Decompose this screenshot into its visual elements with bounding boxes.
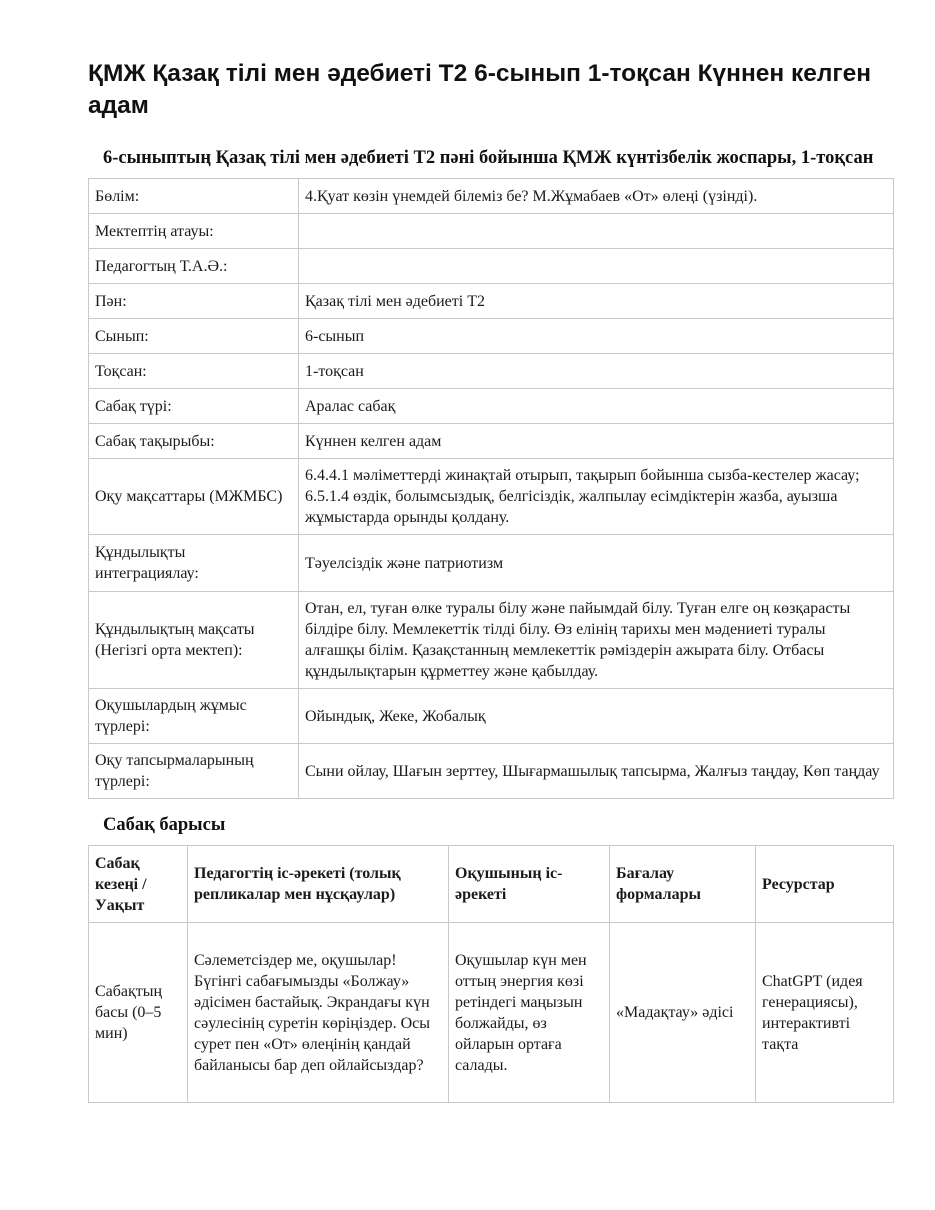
lesson-info-table [88, 178, 894, 799]
column-header-stage: Сабақ кезеңі / Уақыт [89, 846, 188, 923]
info-value: 1-тоқсан [299, 354, 894, 389]
info-value [299, 214, 894, 249]
info-value: 4.Қуат көзін үнемдей білеміз бе? М.Жұмабаев «От» өлеңі (үзінді). [299, 179, 894, 214]
column-header-student: Оқушының іс-әрекеті [449, 846, 610, 923]
info-row-teacher [89, 249, 894, 284]
document-page [88, 58, 893, 1103]
info-row-value-goal [89, 592, 894, 689]
info-value: Ойындық, Жеке, Жобалық [299, 689, 894, 744]
lesson-teacher-cell: Сәлеметсіздер ме, оқушылар! Бүгінгі сабағымызды «Болжау» әдісімен бастайық. Экрандағы күн сәулесінің суретін көріңіздер. Осы сурет пен «От» өлеңінің қандай байланысы бар деп ойлайсыздар? [188, 923, 449, 1103]
info-row-school [89, 214, 894, 249]
info-value: Күннен келген адам [299, 424, 894, 459]
info-label: Оқу тапсырмаларының түрлері: [89, 744, 299, 799]
lesson-assessment-cell: «Мадақтау» әдісі [610, 923, 756, 1103]
info-value: Аралас сабақ [299, 389, 894, 424]
info-value: 6.4.4.1 мәліметтерді жинақтай отырып, тақырып бойынша сызба-кестелер жасау; 6.5.1.4 өздік, болымсыздық, белгісіздік, жалпылау есімдіктерін жазба, ауызша жұмыстарда орынды қолдану. [299, 459, 894, 535]
info-row-work-types [89, 689, 894, 744]
info-row-grade [89, 319, 894, 354]
info-label: Оқу мақсаттары (МЖМБС) [89, 459, 299, 535]
info-row-subject [89, 284, 894, 319]
info-row-learning-objectives [89, 459, 894, 535]
lesson-student-cell: Оқушылар күн мен оттың энергия көзі ретіндегі маңызын болжайды, өз ойларын ортаға салады. [449, 923, 610, 1103]
info-label: Сабақ тақырыбы: [89, 424, 299, 459]
info-label: Құндылықты интеграциялау: [89, 535, 299, 592]
plan-heading: 6-сыныптың Қазақ тілі мен әдебиеті Т2 пәні бойынша ҚМЖ күнтізбелік жоспары, 1-тоқсан [103, 148, 874, 168]
info-value: 6-сынып [299, 319, 894, 354]
lesson-stage-cell: Сабақтың басы (0–5 мин) [89, 923, 188, 1103]
column-header-resources: Ресурстар [756, 846, 894, 923]
info-row-lesson-topic [89, 424, 894, 459]
info-value [299, 249, 894, 284]
info-value: Сыни ойлау, Шағын зерттеу, Шығармашылық тапсырма, Жалғыз таңдау, Көп таңдау [299, 744, 894, 799]
info-label: Педагогтың Т.А.Ә.: [89, 249, 299, 284]
lesson-flow-table [88, 845, 894, 1103]
lesson-header-row [89, 846, 894, 923]
info-label: Құндылықтың мақсаты (Негізгі орта мектеп): [89, 592, 299, 689]
info-value: Отан, ел, туған өлке туралы білу және пайымдай білу. Туған елге оң көзқарасты білдіре білу. Мемлекеттік тілді білу. Өз елінің тарихы мен мәдениеті туралы алғашқы білім. Қазақстанның мемлекеттік рәміздерін ажырата білу. Отбасы құндылықтарын құрметтеу және қабылдау. [299, 592, 894, 689]
info-row-section [89, 179, 894, 214]
info-label: Пән: [89, 284, 299, 319]
info-label: Тоқсан: [89, 354, 299, 389]
column-header-teacher: Педагогтің іс-әрекеті (толық репликалар мен нұсқаулар) [188, 846, 449, 923]
lesson-heading: Сабақ барысы [103, 815, 226, 835]
document-title: ҚМЖ Қазақ тілі мен әдебиеті Т2 6-сынып 1-тоқсан Күннен келген адам [88, 60, 872, 119]
info-row-lesson-type [89, 389, 894, 424]
info-label: Оқушылардың жұмыс түрлері: [89, 689, 299, 744]
info-row-value-integration [89, 535, 894, 592]
info-label: Сынып: [89, 319, 299, 354]
info-label: Сабақ түрі: [89, 389, 299, 424]
info-label: Бөлім: [89, 179, 299, 214]
info-value: Қазақ тілі мен әдебиеті Т2 [299, 284, 894, 319]
column-header-assessment: Бағалау формалары [610, 846, 756, 923]
info-row-quarter [89, 354, 894, 389]
info-label: Мектептің атауы: [89, 214, 299, 249]
lesson-resources-cell: ChatGPT (идея генерациясы), интерактивті тақта [756, 923, 894, 1103]
lesson-row [89, 923, 894, 1103]
info-row-task-types [89, 744, 894, 799]
info-value: Тәуелсіздік және патриотизм [299, 535, 894, 592]
